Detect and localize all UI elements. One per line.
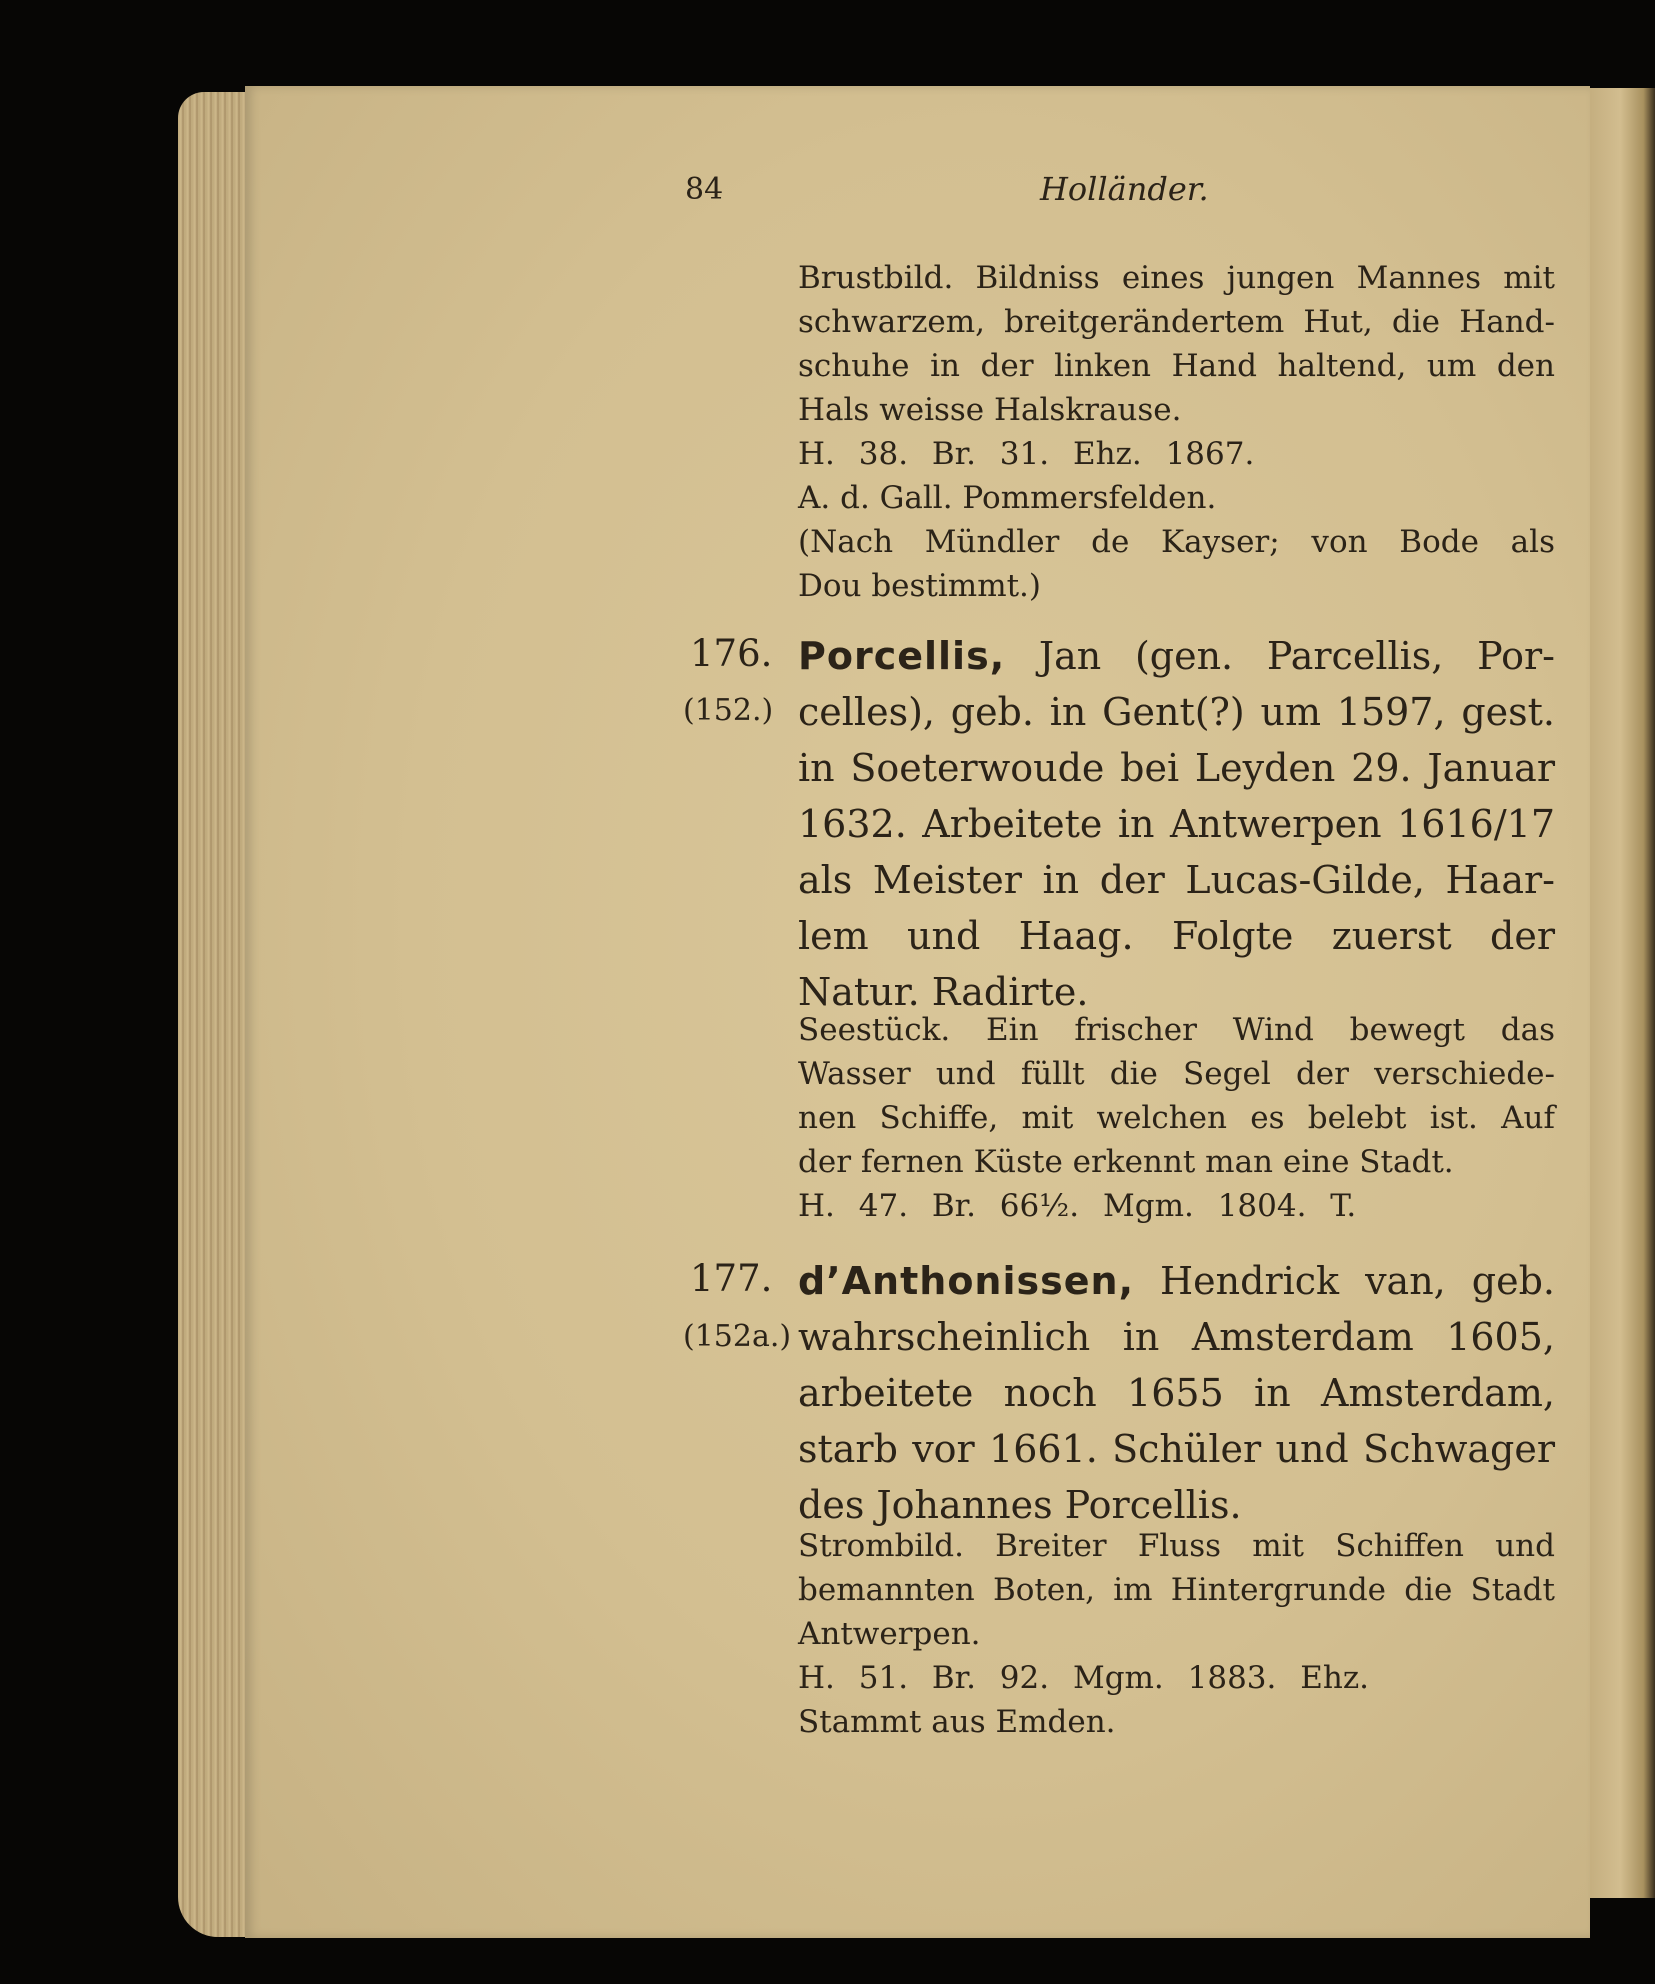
bio-first-line [798, 1253, 1555, 1309]
old-entry-number: (152a.) [683, 1319, 792, 1354]
text-line: als Meister in der Lucas-Gilde, Haar- [798, 858, 1555, 902]
artist-name: d’Anthonissen, [798, 1259, 1134, 1303]
text-line: Seestück. Ein frischer Wind bewegt das [798, 1012, 1555, 1048]
text-line: H. 51. Br. 92. Mgm. 1883. Ehz. [798, 1660, 1370, 1696]
text-line: 1632. Arbeitete in Antwerpen 1616/17 [798, 802, 1555, 846]
entry-177-description [798, 1524, 1555, 1744]
text-line: starb vor 1661. Schüler und Schwager [798, 1427, 1555, 1471]
bio-first-line [798, 628, 1555, 684]
text-line: H. 47. Br. 66½. Mgm. 1804. T. [798, 1188, 1357, 1224]
text-line: arbeitete noch 1655 in Amsterdam, [798, 1371, 1555, 1415]
text-line: Stammt aus Emden. [798, 1704, 1116, 1740]
text-line: A. d. Gall. Pommersfelden. [798, 480, 1217, 516]
continuation-block [798, 256, 1555, 608]
text-line: der fernen Küste erkennt man eine Stadt. [798, 1144, 1454, 1180]
entry-177-biography [798, 1253, 1555, 1533]
running-title: Holländer. [1040, 170, 1209, 208]
text-line: Dou bestimmt.) [798, 568, 1042, 604]
text-line: Brustbild. Bildniss eines jungen Mannes mit [798, 260, 1555, 296]
text-line: wahrscheinlich in Amsterdam 1605, [798, 1315, 1555, 1359]
old-entry-number: (152.) [683, 693, 774, 728]
text-line: Antwerpen. [798, 1616, 981, 1652]
text-line: nen Schiffe, mit welchen es belebt ist. Auf [798, 1100, 1555, 1136]
text-line: in Soeterwoude bei Leyden 29. Januar [798, 746, 1555, 790]
text-line: Strombild. Breiter Fluss mit Schiffen und [798, 1528, 1555, 1564]
page-number: 84 [685, 172, 724, 207]
text-line: celles), geb. in Gent(?) um 1597, gest. [798, 690, 1555, 734]
text-line: lem und Haag. Folgte zuerst der [798, 914, 1555, 958]
text-line: Wasser und füllt die Segel der verschiede- [798, 1056, 1555, 1092]
text-line: Natur. Radirte. [798, 970, 1089, 1014]
entry-176-biography [798, 628, 1555, 1020]
artist-name: Porcellis, [798, 634, 1006, 678]
text-line: schwarzem, breitgerändertem Hut, die Hand- [798, 304, 1555, 340]
text-line: (Nach Mündler de Kayser; von Bode als [798, 524, 1555, 560]
text-line: schuhe in der linken Hand haltend, um den [798, 348, 1555, 384]
text-line: bemannten Boten, im Hintergrunde die Stadt [798, 1572, 1555, 1608]
text-line: Hals weisse Halskrause. [798, 392, 1182, 428]
text-line: des Johannes Porcellis. [798, 1483, 1242, 1527]
entry-number: 176. [690, 632, 773, 675]
entry-number: 177. [690, 1257, 773, 1300]
entry-176-description [798, 1008, 1555, 1228]
bio-first-line-rest: Hendrick van, geb. [1134, 1259, 1555, 1303]
text-line: H. 38. Br. 31. Ehz. 1867. [798, 436, 1255, 472]
bio-first-line-rest: Jan (gen. Parcellis, Por- [1005, 634, 1555, 678]
